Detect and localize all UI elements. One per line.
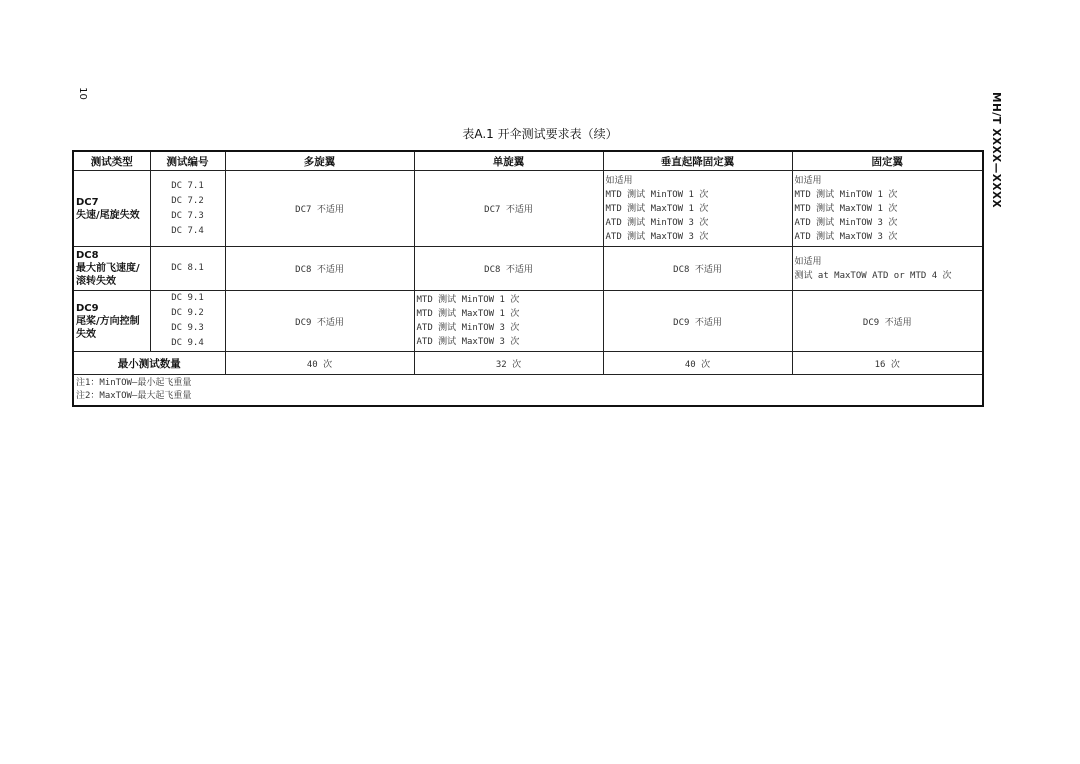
test-code: DC 7.3 — [171, 210, 204, 221]
test-type-line: DC7 — [76, 196, 99, 208]
single-rotor-cell — [414, 291, 603, 352]
cell-line: ATD 测试 MinTOW 3 次 — [794, 217, 898, 228]
header-row — [73, 151, 983, 171]
fixed-wing-cell — [792, 171, 983, 247]
multirotor-cell — [225, 171, 414, 247]
total-vtol: 40 次 — [603, 352, 792, 375]
cell-line: 测试 at MaxTOW ATD or MTD 4 次 — [794, 270, 952, 281]
test-code-cell — [150, 247, 225, 291]
test-type-line: DC9 — [76, 302, 99, 314]
table-row-dc9 — [73, 291, 983, 352]
note-line: 注1：MinTOW—最小起飞重量 — [76, 378, 192, 388]
test-code: DC 7.4 — [171, 225, 204, 236]
test-type-line: 最大前飞速度/ — [76, 263, 140, 274]
total-fixed-wing: 16 次 — [792, 352, 983, 375]
header-test-code: 测试编号 — [150, 151, 225, 171]
cell-text: DC8 不适用 — [295, 265, 344, 275]
page-number: 10 — [76, 87, 88, 100]
header-test-type: 测试类型 — [73, 151, 150, 171]
header-fixed-wing: 固定翼 — [792, 151, 983, 171]
cell-text: DC8 不适用 — [673, 265, 722, 275]
cell-text: DC9 不适用 — [862, 317, 912, 328]
header-multirotor: 多旋翼 — [225, 151, 414, 171]
cell-line: ATD 测试 MinTOW 3 次 — [416, 323, 520, 333]
test-type-cell — [73, 247, 150, 291]
test-code: DC 7.2 — [171, 195, 204, 206]
cell-line: MTD 测试 MinTOW 1 次 — [605, 189, 709, 200]
vtol-cell — [603, 247, 792, 291]
cell-line: ATD 测试 MaxTOW 3 次 — [416, 337, 520, 347]
cell-text: DC7 不适用 — [295, 205, 344, 215]
header-single-rotor: 单旋翼 — [414, 151, 603, 171]
fixed-wing-cell — [792, 247, 983, 291]
test-type-line: DC8 — [76, 250, 99, 261]
vtol-cell — [603, 171, 792, 247]
table-caption: 表A.1 开伞测试要求表（续） — [462, 127, 618, 141]
test-type-cell — [73, 171, 150, 247]
header-vtol: 垂直起降固定翼 — [603, 151, 792, 171]
cell-line: MTD 测试 MinTOW 1 次 — [794, 189, 898, 200]
test-code: DC 8.1 — [171, 263, 204, 273]
test-type-line: 滚转失效 — [76, 276, 116, 287]
table-row-dc7 — [73, 171, 983, 247]
total-row — [73, 352, 983, 375]
test-code: DC 9.1 — [171, 293, 204, 303]
test-type-cell — [73, 291, 150, 352]
test-type-line: 失速/尾旋失效 — [76, 209, 140, 221]
total-label: 最小测试数量 — [73, 352, 225, 375]
cell-line: ATD 测试 MaxTOW 3 次 — [794, 231, 898, 242]
single-rotor-cell — [414, 171, 603, 247]
note-line: 注2：MaxTOW—最大起飞重量 — [76, 391, 192, 401]
test-code: DC 9.4 — [171, 338, 204, 348]
cell-line: ATD 测试 MinTOW 3 次 — [605, 217, 709, 228]
table-row-dc8 — [73, 247, 983, 291]
cell-line: MTD 测试 MaxTOW 1 次 — [605, 203, 709, 214]
total-single-rotor: 32 次 — [414, 352, 603, 375]
requirements-table — [72, 150, 984, 407]
cell-line: MTD 测试 MaxTOW 1 次 — [416, 309, 520, 319]
cell-line: MTD 测试 MaxTOW 1 次 — [794, 203, 898, 214]
cell-line: 如适用 — [794, 175, 822, 186]
cell-text: DC9 不适用 — [673, 317, 722, 328]
vtol-cell — [603, 291, 792, 352]
notes-row — [73, 375, 983, 407]
cell-line: 如适用 — [605, 175, 633, 186]
test-code: DC 7.1 — [171, 180, 204, 191]
test-code-cell — [150, 171, 225, 247]
notes-cell — [73, 375, 983, 407]
test-code: DC 9.3 — [171, 323, 204, 333]
cell-text: DC7 不适用 — [484, 205, 533, 215]
test-type-line: 失效 — [76, 328, 96, 340]
test-code: DC 9.2 — [171, 308, 204, 318]
cell-line: ATD 测试 MaxTOW 3 次 — [605, 231, 709, 242]
total-multirotor: 40 次 — [225, 352, 414, 375]
multirotor-cell — [225, 247, 414, 291]
single-rotor-cell — [414, 247, 603, 291]
cell-text: DC8 不适用 — [484, 265, 533, 275]
cell-text: DC9 不适用 — [295, 317, 344, 328]
cell-line: MTD 测试 MinTOW 1 次 — [416, 295, 520, 305]
test-type-line: 尾桨/方向控制 — [76, 315, 140, 327]
multirotor-cell — [225, 291, 414, 352]
document-code: MH/T XXXX—XXXX — [990, 92, 1002, 209]
fixed-wing-cell — [792, 291, 983, 352]
test-code-cell — [150, 291, 225, 352]
cell-line: 如适用 — [794, 256, 822, 267]
